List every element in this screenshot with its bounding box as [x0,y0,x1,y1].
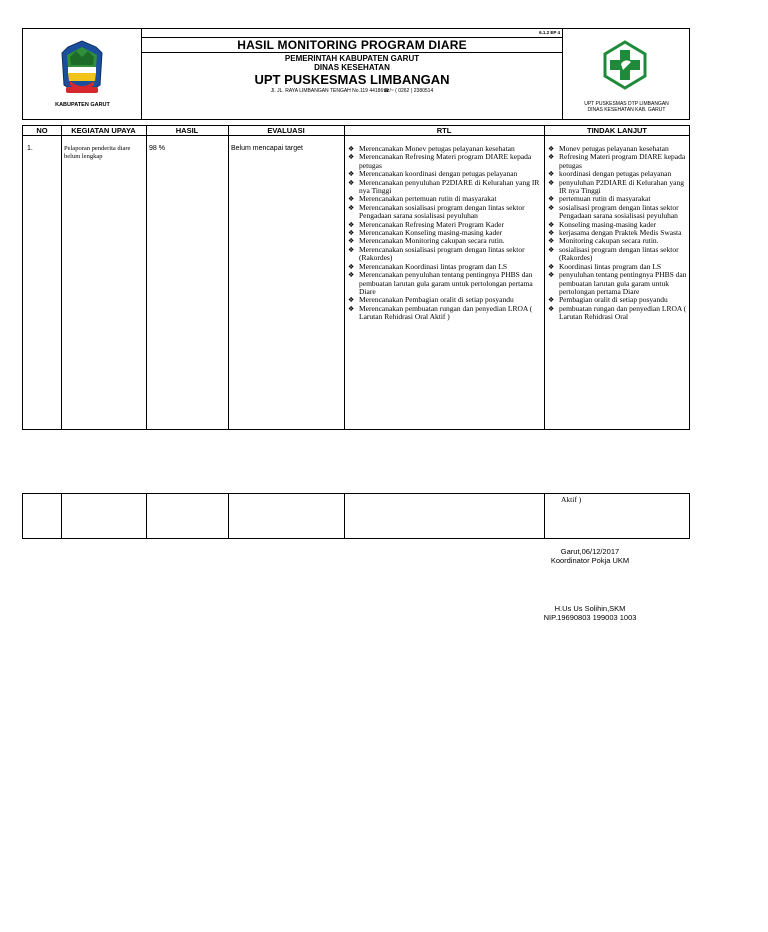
government-name: PEMERINTAH KABUPATEN GARUT [284,54,420,63]
column-header-evaluasi: EVALUASI [267,126,305,135]
list-item: ❖ Merencanakan Monitoring cakupan secara rutin. [348,237,542,245]
list-item: ❖ pertemuan rutin di masyarakat [548,195,688,203]
list-item: ❖ Merencanakan koordinasi dengan petugas pelayanan [348,170,542,178]
reference-code: 6.1.2 EP 4 [539,30,560,35]
column-divider [228,126,229,429]
right-caption-line-2: DINAS KESEHATAN KAB. GARUT [587,107,666,113]
list-item: ❖ Merencanakan penyuluhan P2DIARE di Kelurahan yang IR nya Tinggi [348,179,542,196]
column-header-kegiatan: KEGIATAN UPAYA [71,126,136,135]
list-item: ❖ Pembagian oralit di setiap posyandu [548,296,688,304]
list-item: ❖ Merencanakan pembuatan rungan dan penyedian LROA ( Larutan Rehidrasi Oral Aktif ) [348,305,542,322]
column-header-tindak-lanjut: TINDAK LANJUT [587,126,647,135]
list-item: ❖ Merencanakan pertemuan rutin di masyarakat [348,195,542,203]
divider [142,52,562,53]
list-item: ❖ Merencanakan Konseling masing-masing kader [348,229,542,237]
rtl-list [348,145,542,322]
list-item: ❖ Merencanakan Monev petugas pelayanan kesehatan [348,145,542,153]
monitoring-table [22,125,690,430]
document-header [22,28,690,120]
column-divider [146,126,147,429]
list-item: ❖ Merencanakan Koordinasi lintas program dan LS [348,263,542,271]
cell-hasil: 98 % [149,145,165,152]
column-divider [544,126,545,429]
column-divider [344,494,345,538]
column-divider [146,494,147,538]
signature-name: H.Us Us Solihin,SKM [554,604,626,613]
cell-kegiatan: Pelaporan penderita diare belum lengkap [64,145,131,160]
institution-address: Jl. JL. RAYA LIMBANGAN TENGAH No.119 44186☎/~ ( 0262 ) 2380514 [270,88,434,94]
list-item: ❖ Merencanakan penyuluhan tentang pentingnya PHBS dan pembuatan larutan gula garam untuk pertolongan pertama Diare [348,271,542,296]
column-header-rtl: RTL [436,126,452,135]
list-item: ❖ sosialisasi program dengan lintas sektor (Rakordes) [548,246,688,263]
list-item: ❖ penyuluhan tentang pentingnya PHBS dan pembuatan larutan gula garam untuk pertolongan pertama Diare [548,271,688,296]
header-center [142,29,562,119]
column-divider [61,126,62,429]
tindak-lanjut-list [548,145,688,429]
continuation-table [22,493,690,539]
column-divider [344,126,345,429]
list-item: ❖ penyuluhan P2DIARE di Kelurahan yang IR nya Tinggi [548,179,688,196]
list-item: ❖ Merencanakan sosialisasi program dengan lintas sektor Pengadaan sarana sosialisasi peyuluhan [348,204,542,221]
column-header-hasil: HASIL [175,126,199,135]
list-item: ❖ Refresing Materi program DIARE kepada petugas [548,153,688,170]
column-divider [61,494,62,538]
header-row-divider [23,135,689,136]
list-item: ❖ pembuatan rungan dan penyedian LROA ( Larutan Rehidrasi Oral [548,305,688,322]
list-item: ❖ Merencanakan sosialisasi program dengan lintas sektor (Rakordes) [348,246,542,263]
list-item: ❖ Koordinasi lintas program dan LS [548,263,688,271]
list-item: ❖ Monev petugas pelayanan kesehatan [548,145,688,153]
list-item: ❖ Merencanakan Pembagian oralit di setiap posyandu [348,296,542,304]
signature-nip: NIP.19690803 199003 1003 [543,613,637,622]
column-divider [228,494,229,538]
left-logo-cell [23,29,142,119]
tindak-lanjut-continued: Aktif ) [561,495,582,504]
document-title: HASIL MONITORING PROGRAM DIARE [237,38,467,52]
institution-name: UPT PUSKESMAS LIMBANGAN [254,72,450,87]
list-item: ❖ kerjasama dengan Praktek Medis Swasta [548,229,688,237]
right-caption-line-1: UPT PUSKESMAS DTP LIMBANGAN [584,101,669,107]
column-divider [544,494,545,538]
signature-role: Koordinator Pokja UKM [550,556,630,565]
list-item: ❖ Konseling masing-masing kader [548,221,688,229]
puskesmas-logo-icon [603,40,647,90]
column-header-no: NO [36,126,48,135]
list-item: ❖ Merencanakan Refresing Materi Program Kader [348,221,542,229]
list-item: ❖ sosialisasi program dengan lintas sektor Pengadaan sarana sosialisasi peyuluhan [548,204,688,221]
agency-name: DINAS KESEHATAN [314,63,390,72]
list-item: ❖ Merencanakan Refresing Materi program DIARE kepada petugas [348,153,542,170]
right-logo-cell [562,29,689,119]
cell-evaluasi: Belum mencapai target [231,145,303,152]
signature-place-date: Garut,06/12/2017 [560,547,620,556]
list-item: ❖ koordinasi dengan petugas pelayanan [548,170,688,178]
list-item: ❖ Monitoring cakupan secara rutin. [548,237,688,245]
cell-no: 1. [27,145,33,152]
left-logo-caption: KABUPATEN GARUT [55,102,110,108]
kabupaten-garut-logo-icon [58,39,106,101]
right-logo-caption [563,101,690,113]
